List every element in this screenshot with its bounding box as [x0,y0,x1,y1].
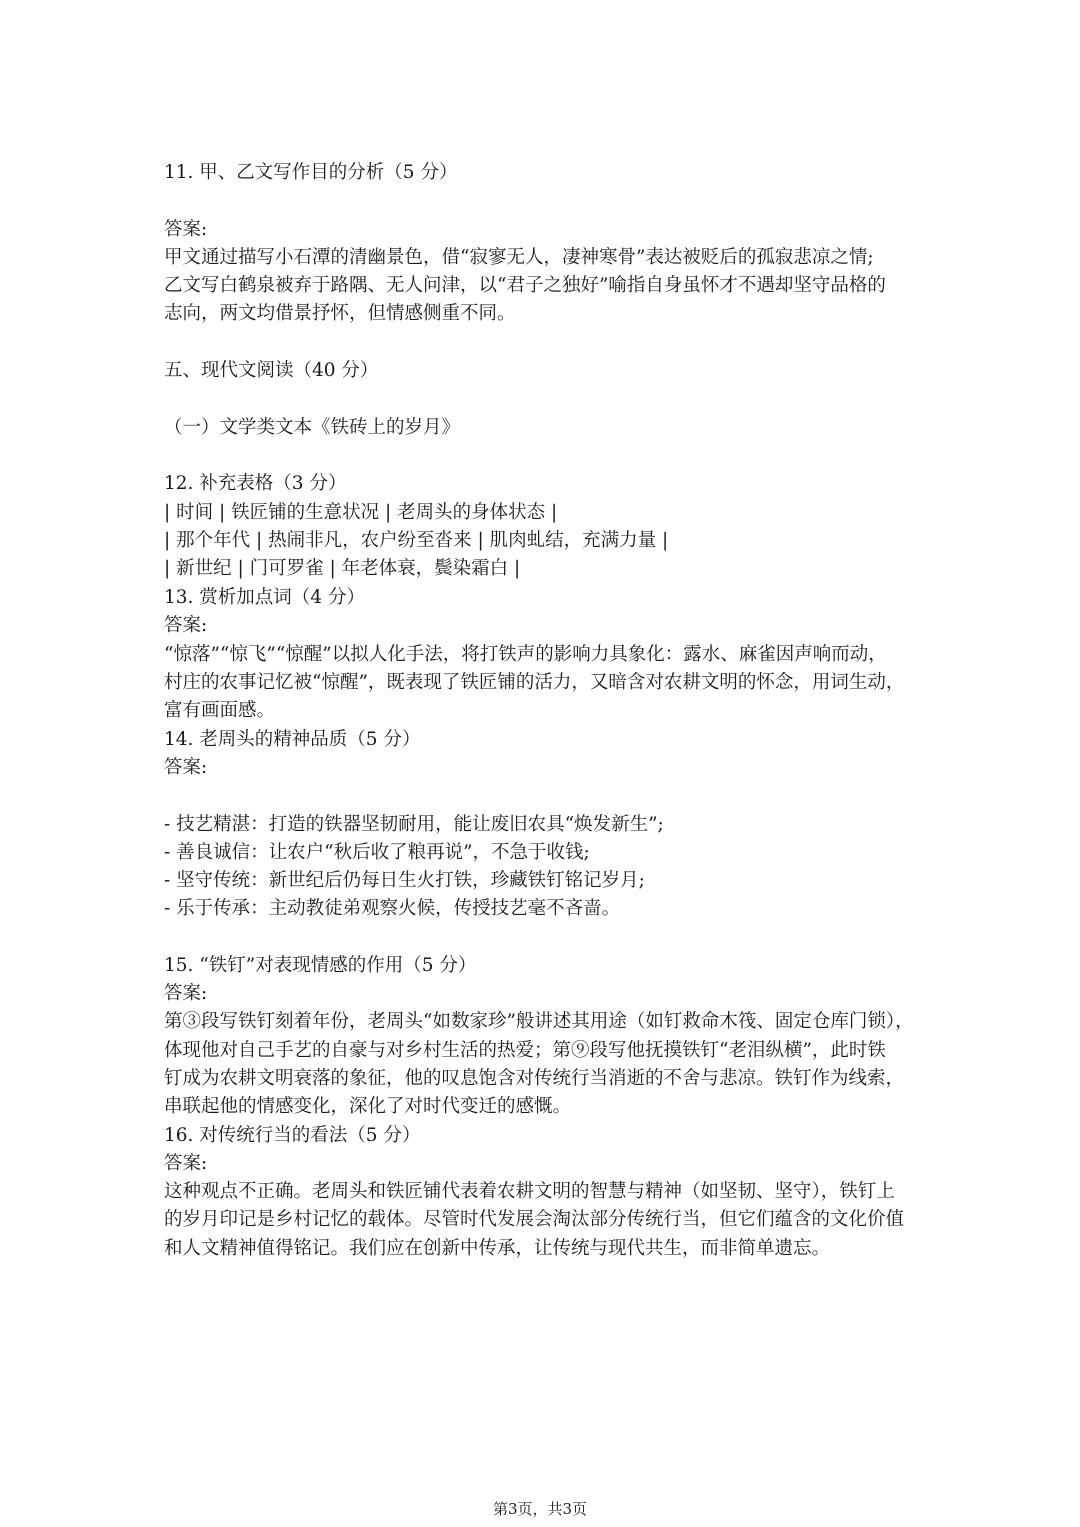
q16-title: 16. 对传统行当的看法（5 分） [164,1125,421,1146]
q13-answer-line: “惊落”“惊飞”“惊醒”以拟人化手法，将打铁声的影响力具象化：露水、麻雀因声响而动， [164,644,887,665]
q14-list-item: - 乐于传承：主动教徒弟观察火候，传授技艺毫不吝啬。 [164,898,621,919]
q16-answer-line: 的岁月印记是乡村记忆的载体。尽管时代发展会淘汰部分传统行当，但它们蕴含的文化价值 [164,1209,905,1230]
q14-list-item: - 坚守传统：新世纪后仍每日生火打铁，珍藏铁钉铭记岁月; [164,870,645,891]
section5-title: 五、现代文阅读（40 分） [164,360,379,381]
q13-answer-line: 村庄的农事记忆被“惊醒”，既表现了铁匠铺的活力，又暗含对农耕文明的怀念，用词生动， [164,672,905,693]
q16-answer-line: 和人文精神值得铭记。我们应在创新中传承，让传统与现代共生，而非简单遗忘。 [164,1238,831,1259]
q13-answer-line: 富有画面感。 [164,700,276,721]
q11-answer-line: 志向，两文均借景抒怀，但情感侧重不同。 [164,303,516,324]
q11-answer-label: 答案: [164,219,208,240]
q11-answer-line: 乙文写白鹤泉被弃于路隅、无人问津，以“君子之独好”喻指自身虽怀才不遇却坚守品格的 [164,275,886,296]
section5-sub-title: （一）文学类文本《铁砖上的岁月》 [164,417,461,438]
q16-answer-line: 这种观点不正确。老周头和铁匠铺代表着农耕文明的智慧与精神（如坚韧、坚守），铁钉上 [164,1181,895,1202]
q15-answer-line: 串联起他的情感变化，深化了对时代变迁的感慨。 [164,1096,572,1117]
q15-answer-line: 第③段写铁钉刻着年份，老周头“如数家珍”般讲述其用途（如钉救命木筏、固定仓库门锁）， [164,1011,914,1032]
q12-title: 12. 补充表格（3 分） [164,473,347,494]
q14-list-item: - 善良诚信：让农户“秋后收了粮再说”，不急于收钱; [164,842,590,863]
q14-answer-label: 答案: [164,757,208,778]
q14-title: 14. 老周头的精神品质（5 分） [164,729,421,750]
q13-title: 13. 赏析加点词（4 分） [164,587,365,608]
q15-answer-line: 体现他对自己手艺的自豪与对乡村生活的热爱；第⑨段写他抚摸铁钉“老泪纵横”，此时铁 [164,1040,886,1061]
q15-answer-label: 答案: [164,983,208,1004]
q11-title: 11. 甲、乙文写作目的分析（5 分） [164,162,458,183]
q12-table-row: | 新世纪 | 门可罗雀 | 年老体衰，鬓染霜白 | [164,558,521,579]
q15-title: 15. “铁钉”对表现情感的作用（5 分） [164,955,477,976]
q12-table-row: | 时间 | 铁匠铺的生意状况 | 老周头的身体状态 | [164,502,558,523]
q16-answer-label: 答案: [164,1153,208,1174]
q11-answer-line: 甲文通过描写小石潭的清幽景色，借“寂寥无人，凄神寒骨”表达被贬后的孤寂悲凉之情; [164,247,874,268]
q14-list-item: - 技艺精湛：打造的铁器坚韧耐用，能让废旧农具“焕发新生”; [164,814,664,835]
q12-table-row: | 那个年代 | 热闹非凡，农户纷至沓来 | 肌肉虬结，充满力量 | [164,530,669,551]
q13-answer-label: 答案: [164,615,208,636]
q15-answer-line: 钉成为农耕文明衰落的象征，他的叹息饱含对传统行当消逝的不舍与悲凉。铁钉作为线索， [164,1068,905,1089]
page-number: 第3页，共3页 [492,1500,588,1518]
